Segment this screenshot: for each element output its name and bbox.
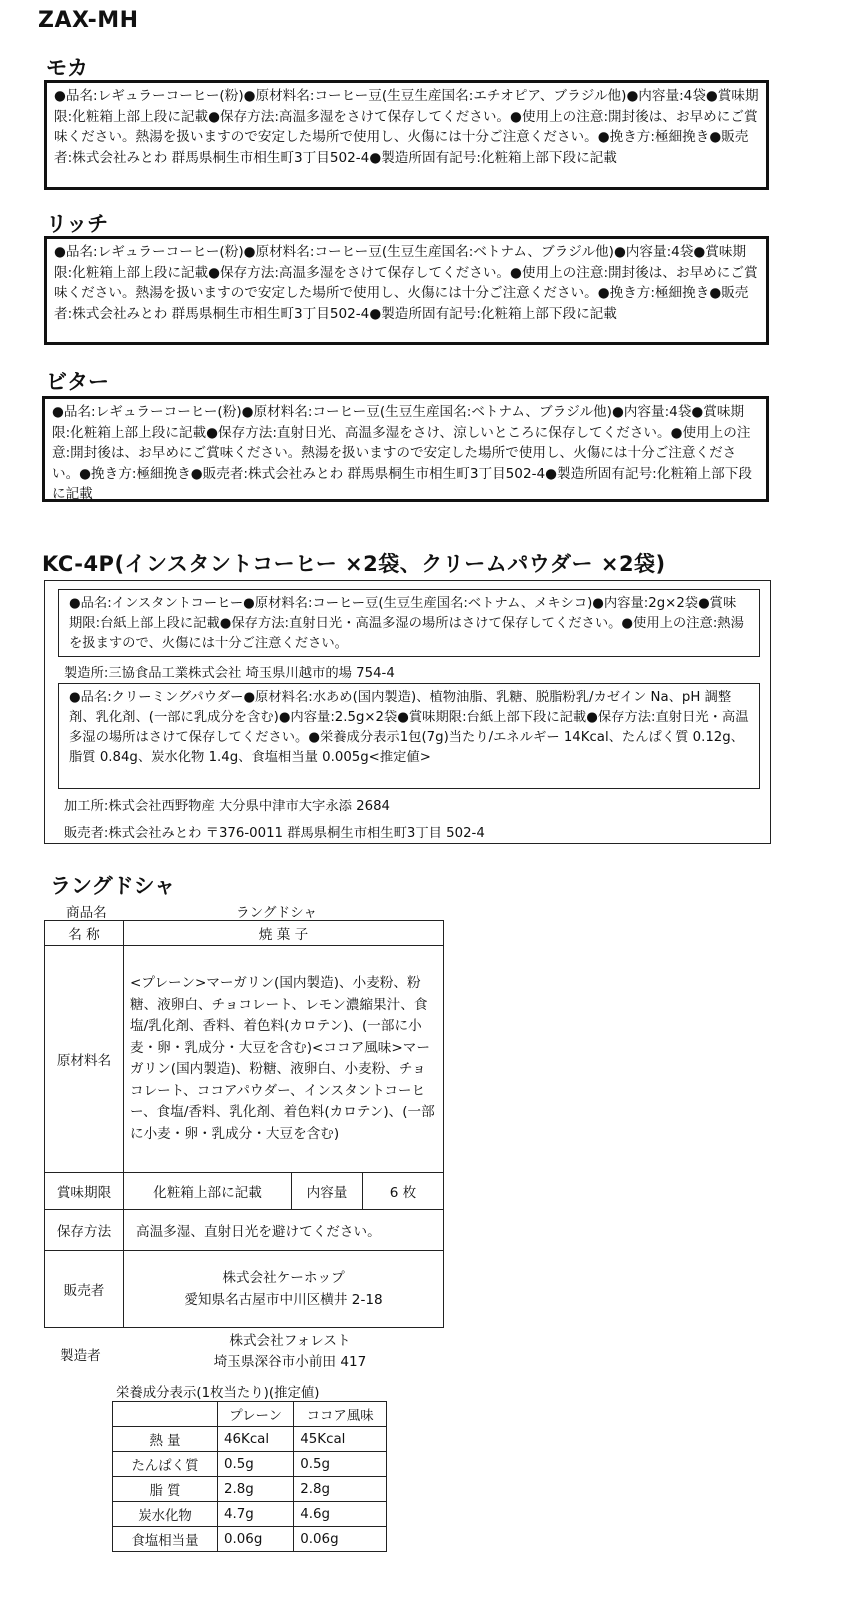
nutrition-row-label: 炭水化物 bbox=[113, 1502, 218, 1527]
rich-text: ●品名:レギュラーコーヒー(粉)●原材料名:コーヒー豆(生豆生産国名:ベトナム、ブラジル他)●内容量:4袋●賞味期限:化粧箱上部上段に記載●保存方法:高温多湿をさけて保存してください。●使用上の注意:開封後は、お早めにご賞味ください。熱湯を扱いますので安定した場所で使用し、火傷には十分ご注意ください。●挽き方:極細挽き●販売者:株式会社みとわ 群馬県桐生市相生町3丁目502-4●製造所固有記号:化粧箱上部下段に記載 bbox=[54, 244, 758, 322]
table-row bbox=[45, 921, 444, 946]
nutrition-plain-value: 0.06g bbox=[218, 1527, 294, 1552]
lang-expiry-label: 賞味期限 bbox=[45, 1173, 124, 1210]
lang-name-label: 名 称 bbox=[45, 921, 124, 946]
lang-heading: ラングドシャ bbox=[50, 874, 176, 898]
lang-expiry-value: 化粧箱上部に記載 bbox=[124, 1173, 292, 1210]
lang-seller-cell bbox=[124, 1251, 444, 1328]
lang-seller-name: 株式会社ケーホップ bbox=[222, 1270, 345, 1286]
nutrition-caption: 栄養成分表示(1枚当たり)(推定値) bbox=[116, 1386, 320, 1401]
lang-info-table bbox=[44, 920, 444, 1328]
nutrition-header-plain: プレーン bbox=[218, 1402, 294, 1427]
nutrition-corner bbox=[113, 1402, 218, 1427]
lang-maker-block bbox=[190, 1331, 390, 1373]
rich-label-box bbox=[44, 236, 769, 345]
kc-instant-text: ●品名:インスタントコーヒー●原材料名:コーヒー豆(生豆生産国名:ベトナム、メキシコ)●内容量:2g×2袋●賞味期限:台紙上部上段に記載●保存方法:直射日光・高温多湿の場所はさけて保存してください。●使用上の注意:熱湯を扱ますので、火傷には十分ご注意ください。 bbox=[69, 596, 744, 651]
nutrition-cocoa-value: 0.5g bbox=[294, 1452, 387, 1477]
mocha-heading: モカ bbox=[46, 56, 88, 80]
table-row bbox=[113, 1402, 387, 1427]
nutrition-row-label: 食塩相当量 bbox=[113, 1527, 218, 1552]
lang-ingredients-label: 原材料名 bbox=[45, 946, 124, 1173]
table-row bbox=[45, 1251, 444, 1328]
table-row bbox=[45, 946, 444, 1173]
table-row bbox=[113, 1452, 387, 1477]
nutrition-plain-value: 4.7g bbox=[218, 1502, 294, 1527]
nutrition-plain-value: 2.8g bbox=[218, 1477, 294, 1502]
kc-title: KC-4P(インスタントコーヒー ×2袋、クリームパウダー ×2袋) bbox=[42, 552, 666, 576]
nutrition-cocoa-value: 45Kcal bbox=[294, 1427, 387, 1452]
lang-maker-addr: 埼玉県深谷市小前田 417 bbox=[213, 1354, 367, 1370]
lang-name-value: 焼 菓 子 bbox=[124, 921, 444, 946]
table-row bbox=[45, 1173, 444, 1210]
table-row bbox=[45, 1210, 444, 1251]
mocha-text: ●品名:レギュラーコーヒー(粉)●原材料名:コーヒー豆(生豆生産国名:エチオピア、ブラジル他)●内容量:4袋●賞味期限:化粧箱上部上段に記載●保存方法:高温多湿をさけて保存してください。●使用上の注意:開封後は、お早めにご賞味ください。熱湯を扱いますので安定した場所で使用し、火傷には十分ご注意ください。●挽き方:極細挽き●販売者:株式会社みとわ 群馬県桐生市相生町3丁目502-4●製造所固有記号:化粧箱上部下段に記載 bbox=[54, 88, 759, 166]
lang-storage-label: 保存方法 bbox=[45, 1210, 124, 1251]
nutrition-table bbox=[112, 1401, 387, 1552]
lang-content-value: 6 枚 bbox=[363, 1173, 444, 1210]
nutrition-cocoa-value: 4.6g bbox=[294, 1502, 387, 1527]
kc-instant-maker: 製造所:三協食品工業株式会社 埼玉県川越市的場 754-4 bbox=[64, 666, 395, 681]
nutrition-cocoa-value: 0.06g bbox=[294, 1527, 387, 1552]
nutrition-plain-value: 0.5g bbox=[218, 1452, 294, 1477]
bitter-label-box bbox=[42, 396, 769, 502]
lang-product-value: ラングドシャ bbox=[236, 905, 318, 921]
nutrition-cocoa-value: 2.8g bbox=[294, 1477, 387, 1502]
nutrition-row-label: たんぱく質 bbox=[113, 1452, 218, 1477]
rich-heading: リッチ bbox=[46, 212, 109, 236]
bitter-text: ●品名:レギュラーコーヒー(粉)●原材料名:コーヒー豆(生豆生産国名:ベトナム、ブラジル他)●内容量:4袋●賞味期限:化粧箱上部上段に記載●保存方法:直射日光、高温多湿をさけ、涼しいところに保存してください。●使用上の注意:開封後は、お早めにご賞味ください。熱湯を扱いますので安定した場所で使用し、火傷には十分ご注意ください。●挽き方:極細挽き●販売者:株式会社みとわ 群馬県桐生市相生町3丁目502-4●製造所固有記号:化粧箱上部下段に記載 bbox=[52, 404, 752, 502]
kc-seller: 販売者:株式会社みとわ 〒376-0011 群馬県桐生市相生町3丁目 502-4 bbox=[64, 826, 485, 841]
kc-cream-text: ●品名:クリーミングパウダー●原材料名:水あめ(国内製造)、植物油脂、乳糖、脱脂粉乳/カゼイン Na、pH 調整剤、乳化剤、(一部に乳成分を含む)●内容量:2.5g×2袋●賞味期限:台紙上部下段に記載●保存方法:直射日光・高温多湿の場所はさけて保存してください。●栄養成分表示1包(7g)当たり/エネルギー 14Kcal、たんぱく質 0.12g、脂質 0.84g、炭水化物 1.4g、食塩相当量 0.005g<推定値> bbox=[69, 690, 749, 765]
nutrition-row-label: 熱 量 bbox=[113, 1427, 218, 1452]
lang-seller-label: 販売者 bbox=[45, 1251, 124, 1328]
table-row bbox=[113, 1527, 387, 1552]
lang-ingredients-value: <プレーン>マーガリン(国内製造)、小麦粉、粉糖、液卵白、チョコレート、レモン濃縮果汁、食塩/乳化剤、香料、着色料(カロテン)、(一部に小麦・卵・乳成分・大豆を含む)<ココア風味>マーガリン(国内製造)、粉糖、液卵白、小麦粉、チョコレート、ココアパウダー、インスタントコーヒー、食塩/香料、乳化剤、着色料(カロテン)、(一部に小麦・卵・乳成分・大豆を含む) bbox=[124, 946, 444, 1173]
nutrition-header-cocoa: ココア風味 bbox=[294, 1402, 387, 1427]
lang-content-label: 内容量 bbox=[292, 1173, 363, 1210]
kc-cream-box bbox=[58, 683, 760, 789]
mocha-label-box bbox=[44, 80, 769, 190]
table-row bbox=[113, 1427, 387, 1452]
bitter-heading: ビター bbox=[46, 370, 109, 394]
zax-title: ZAX-MH bbox=[38, 8, 139, 33]
lang-seller-addr: 愛知県名古屋市中川区横井 2-18 bbox=[184, 1292, 383, 1308]
lang-maker-name: 株式会社フォレスト bbox=[229, 1333, 351, 1349]
table-row bbox=[113, 1502, 387, 1527]
lang-maker-label: 製造者 bbox=[60, 1348, 101, 1364]
nutrition-row-label: 脂 質 bbox=[113, 1477, 218, 1502]
lang-storage-value: 高温多湿、直射日光を避けてください。 bbox=[124, 1210, 444, 1251]
lang-product-label: 商品名 bbox=[66, 905, 107, 921]
kc-instant-box bbox=[58, 589, 760, 657]
table-row bbox=[113, 1477, 387, 1502]
nutrition-plain-value: 46Kcal bbox=[218, 1427, 294, 1452]
kc-cream-maker: 加工所:株式会社西野物産 大分県中津市大字永添 2684 bbox=[64, 799, 391, 814]
